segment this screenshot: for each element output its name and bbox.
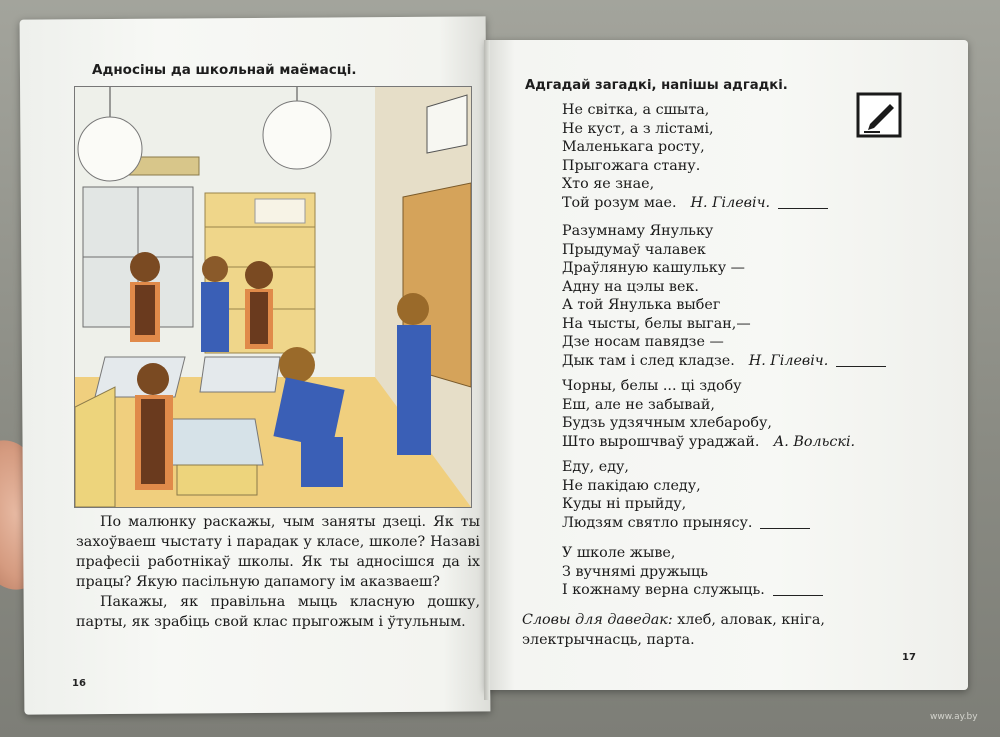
riddle-line: Што вырошчваў ураджай.: [562, 433, 760, 450]
riddle-line: Маленькага росту,: [562, 139, 705, 155]
riddle-pencil: [562, 222, 886, 370]
riddle-author: А. Вольскі.: [773, 433, 856, 450]
riddle-line: А той Янулька выбег: [562, 297, 721, 313]
page-number-right: 17: [902, 652, 916, 663]
riddle-author: Н. Гілевіч.: [748, 352, 829, 369]
riddle-line: Дзе носам павядзе —: [562, 334, 724, 350]
classroom-cleaning-illustration: [74, 86, 472, 508]
riddle-desk: [562, 544, 823, 600]
riddle-line: Куды ні прыйду,: [562, 496, 687, 512]
riddle-book: [562, 101, 828, 212]
riddle-line: Дык там і след кладзе.: [562, 352, 735, 369]
riddle-line: Не світка, а сшыта,: [562, 102, 710, 118]
left-page-text: [76, 512, 480, 632]
pencil-icon: [856, 92, 902, 138]
riddle-line: Людзям святло прынясу.: [562, 514, 753, 531]
riddle-line: Прыгожага стану.: [562, 157, 701, 174]
answer-blank[interactable]: [836, 366, 886, 367]
riddle-bread: [562, 377, 855, 451]
riddle-line: У школе жыве,: [562, 545, 676, 561]
riddle-electricity: [562, 458, 810, 532]
watermark: www.ay.by: [930, 712, 978, 722]
paragraph-story-questions: По малюнку раскажы, чым заняты дзеці. Як ты захоўваеш чыстату і парадак у класе, школе? Назаві прафесіі работнікаў школы. Як ты адносішся да іх працы? Якую пасільную дапамогу ім аказваеш?: [76, 514, 480, 590]
riddle-line: Не пакідаю следу,: [562, 477, 701, 494]
riddle-line: І кожнаму верна служыць.: [562, 582, 765, 598]
riddle-line: Чорны, белы ... ці здобу: [562, 378, 742, 394]
left-page-heading: Адносіны да школьнай маёмасці.: [92, 62, 357, 78]
reference-words-list: хлеб, аловак, кніга, электрычнасць, парта.: [522, 612, 825, 648]
riddle-line: Еду, еду,: [562, 459, 629, 475]
answer-blank[interactable]: [760, 528, 810, 529]
riddle-line: З вучнямі дружыць: [562, 563, 709, 580]
riddle-line: На чысты, белы выган,—: [562, 315, 751, 332]
riddle-author: Н. Гілевіч.: [690, 194, 771, 211]
answer-blank[interactable]: [778, 208, 828, 209]
paragraph-cleaning-instructions: Пакажы, як правільна мыць класную дошку, парты, як зрабіць свой клас прыгожым і ўтульным.: [76, 594, 480, 630]
riddle-line: Прыдумаў чалавек: [562, 241, 706, 258]
riddle-line: Хто яе знае,: [562, 176, 655, 192]
book-spine: [484, 40, 490, 700]
riddle-line: Драўляную кашульку —: [562, 260, 745, 276]
riddle-line: Адну на цэлы век.: [562, 278, 699, 295]
reference-words: [522, 610, 922, 650]
reference-words-label: Словы для даведак:: [522, 612, 673, 628]
answer-blank[interactable]: [773, 595, 823, 596]
right-page-heading: Адгадай загадкі, напішы адгадкі.: [525, 78, 788, 93]
page-number-left: 16: [72, 678, 86, 689]
riddle-line: Не куст, а з лістамі,: [562, 120, 714, 137]
riddle-line: Той розум мае.: [562, 194, 677, 211]
riddle-line: Будзь удзячным хлебаробу,: [562, 415, 772, 431]
riddle-line: Еш, але не забывай,: [562, 396, 715, 413]
riddle-line: Разумнаму Янульку: [562, 223, 714, 239]
